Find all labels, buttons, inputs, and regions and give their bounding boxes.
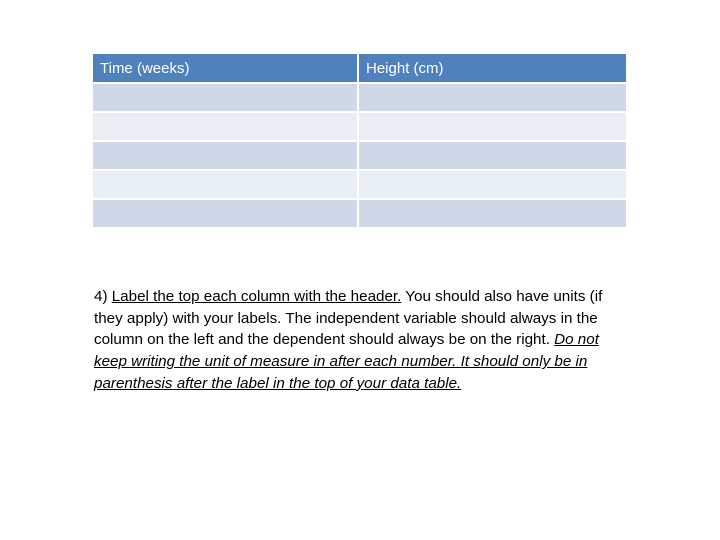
column-header-time: Time (weeks) — [93, 54, 359, 84]
table-cell — [359, 113, 626, 142]
table-cell — [359, 142, 626, 171]
table-cell — [359, 84, 626, 113]
table-row — [93, 200, 626, 229]
table-cell — [93, 171, 359, 200]
table-row — [93, 171, 626, 200]
table-cell — [93, 113, 359, 142]
column-header-height: Height (cm) — [359, 54, 626, 84]
table-cell — [359, 200, 626, 229]
table-header-row — [93, 54, 626, 84]
table-cell — [359, 171, 626, 200]
table-cell — [93, 84, 359, 113]
instruction-note: Do not keep writing the unit of measure in after each number. It should only be in parenthesis after the label in the top of your data table. — [94, 331, 599, 392]
table-row — [93, 113, 626, 142]
data-table — [93, 54, 626, 229]
instruction-heading: Label the top each column with the header. — [111, 288, 402, 305]
table-row — [93, 142, 626, 171]
table-row — [93, 84, 626, 113]
table-cell — [93, 142, 359, 171]
instruction-body: You should also have units (if they apply) with your labels. The independent variable should always in the column on the left and the dependent should always be on the right. — [94, 288, 603, 349]
table-cell — [93, 200, 359, 229]
instructions-paragraph — [94, 286, 634, 395]
step-number: 4) — [94, 288, 112, 305]
